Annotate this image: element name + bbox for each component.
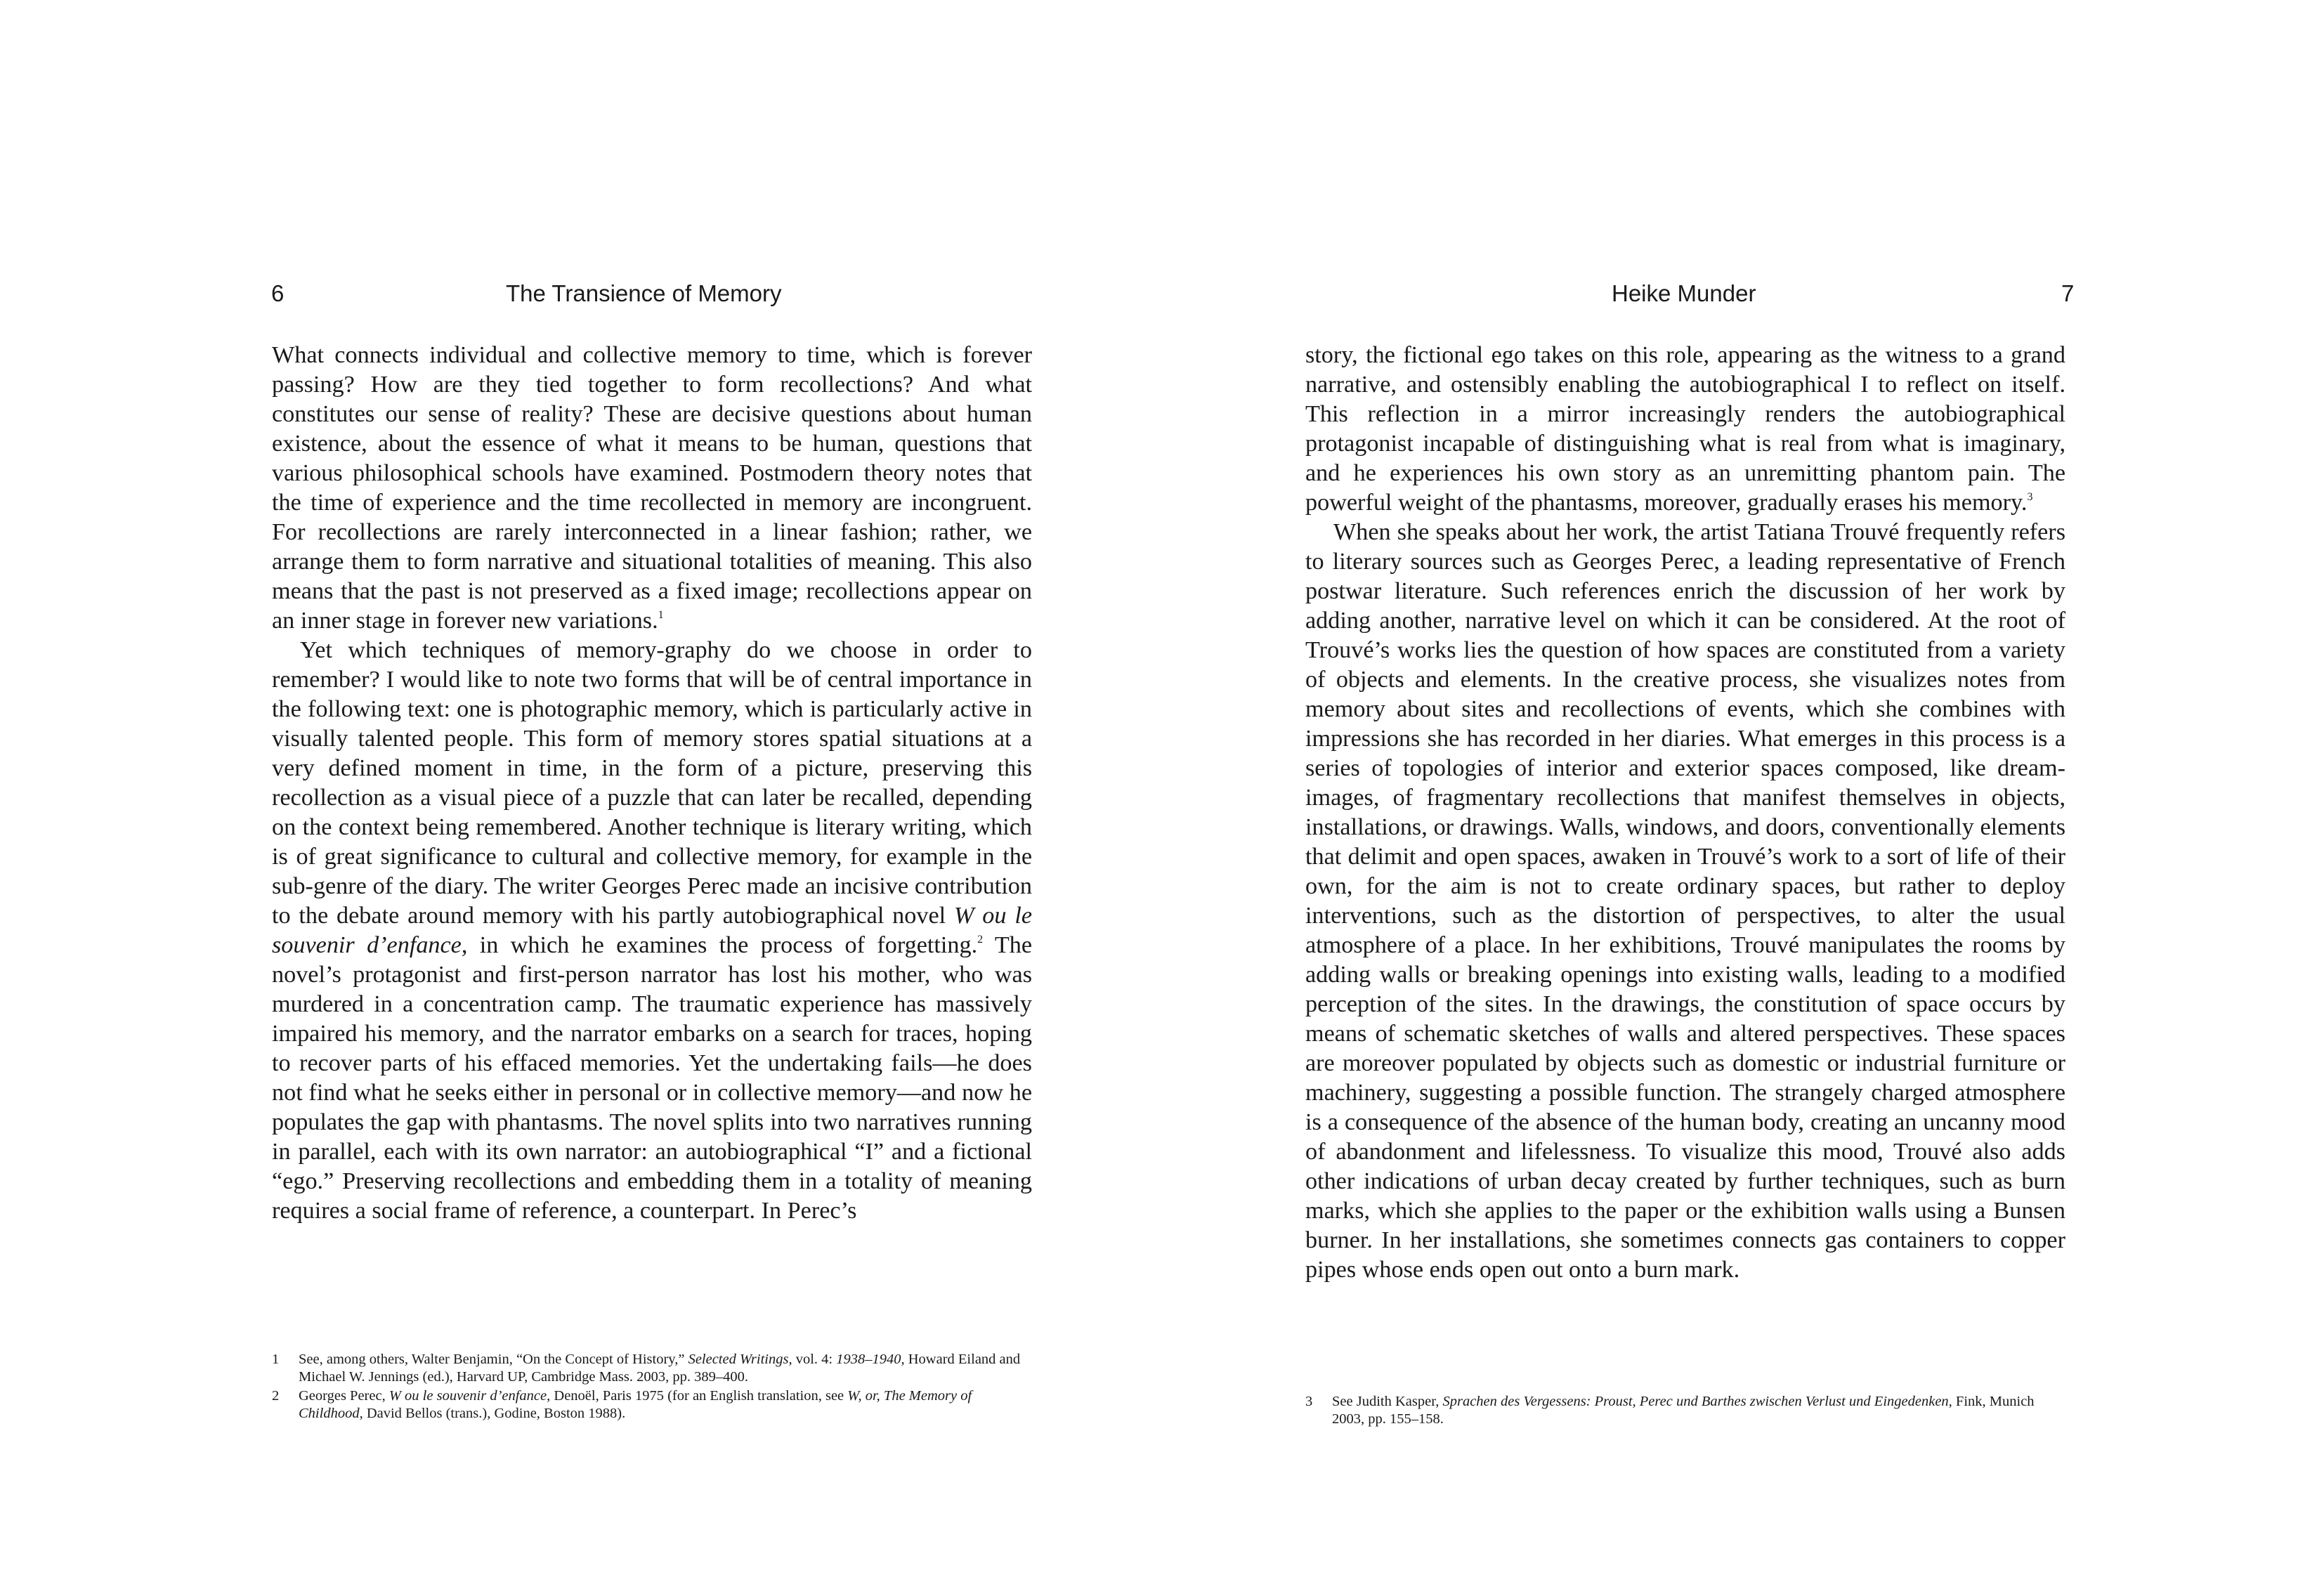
book-title: W ou le souvenir d’enfance	[272, 903, 1032, 958]
paragraph-text: The novel’s protagonist and first-person narrator has lost his mother, who was murdered in a concentration camp. The traumatic experience has massively impaired his memory, and the narrator embarks on a search for traces, hoping to recover parts of his effaced memories. Yet the undertaking fails—he does not find what he seeks either in personal or in collective memory—and now he populates the gap with phantasms. The novel splits into two narratives running in parallel, each with its own narrator: an autobiographical “I” and a fictional “ego.” Preserving recollections and embedding them in a totality of meaning requires a social frame of reference, a counterpart. In Perec’s	[272, 932, 1032, 1224]
page-number: 7	[2061, 280, 2075, 306]
body-text	[272, 341, 1032, 1226]
footnote-text: See Judith Kasper, Sprachen des Vergessens: Proust, Perec und Barthes zwischen Verlust und Eingedenken, Fink, Munich 2003, pp. 155–158.	[1332, 1394, 2035, 1427]
paragraph	[272, 636, 1032, 1226]
footnote-ref[interactable]: 1	[658, 609, 664, 621]
body-text	[1305, 341, 2065, 1285]
paragraph-text: , in which he examines the process of forgetting.	[461, 932, 978, 958]
paragraph-text: What connects individual and collective memory to time, which is forever passing? How are they tied together to form recollections? And what constitutes our sense of reality? These are decisive questions about human existence, about the essence of what it means to be human, questions that various philosophical schools have examined. Postmodern theory notes that the time of experience and the time recollected in memory are incongruent. For recollections are rarely interconnected in a linear fashion; rather, we arrange them to form narrative and situational totalities of meaning. This also means that the past is not preserved as a fixed image; recollections appear on an inner stage in forever new variations.	[272, 342, 1032, 634]
footnote-ref[interactable]: 3	[2027, 491, 2033, 503]
footnote-number: 3	[1305, 1394, 1313, 1409]
paragraph-text: Yet which techniques of memory-graphy do we choose in order to remember? I would like to note two forms that will be of central importance in the following text: one is photographic memory, which is particularly active in visually talented people. This form of memory stores spatial situations at a very defined moment in time, in the form of a picture, preserving this recollection as a visual piece of a puzzle that can later be recalled, depending on the context being remembered. Another technique is literary writing, which is of great significance to cultural and collective memory, for example in the sub-genre of the diary. The writer Georges Perec made an incisive contribution to the debate around memory with his partly autobiographical novel	[272, 637, 1032, 929]
page-number: 6	[271, 280, 285, 306]
footnote	[272, 1387, 1032, 1423]
running-author: Heike Munder	[1612, 280, 1756, 306]
footnote	[1305, 1393, 2065, 1428]
footnote-text: Georges Perec, W ou le souvenir d’enfance, Denoël, Paris 1975 (for an English translation, see W, or, The Memory of Childhood, David Bellos (trans.), Godine, Boston 1988).	[299, 1388, 972, 1421]
footnotes	[272, 1351, 1032, 1424]
paragraph: When she speaks about her work, the artist Tatiana Trouvé frequently refers to literary sources such as Georges Perec, a leading representative of French postwar literature. Such references enrich the discussion of her work by adding another, narrative level on which it can be considered. At the root of Trouvé’s works lies the question of how spaces are constituted from a variety of objects and elements. In the creative process, she visualizes notes from memory about sites and recollections of events, which she combines with impressions she has recorded in her diaries. What emerges in this process is a series of topologies of interior and exterior spaces composed, like dream-images, of fragmentary recollections that manifest themselves in objects, installations, or drawings. Walls, windows, and doors, conventionally elements that delimit and open spaces, awaken in Trouvé’s work to a sort of life of their own, for the aim is not to create ordinary spaces, but rather to deploy interventions, such as the distortion of perspectives, to alter the usual atmosphere of a place. In her exhibitions, Trouvé manipulates the rooms by adding walls or breaking openings into existing walls, leading to a modified perception of the sites. In the drawings, the constitution of space occurs by means of schematic sketches of walls and altered perspectives. These spaces are moreover populated by objects such as domestic or industrial furniture or machinery, suggesting a possible function. The strangely charged atmosphere is a consequence of the absence of the human body, creating an uncanny mood of abandonment and lifelessness. To visualize this mood, Trouvé also adds other indications of urban decay created by further techniques, such as burn marks, which she applies to the paper or the exhibition walls using a Bunsen burner. In her installations, she sometimes connects gas containers to copper pipes whose ends open out onto a burn mark.	[1305, 519, 2065, 1283]
running-title: The Transience of Memory	[506, 280, 782, 306]
footnote	[272, 1351, 1032, 1386]
paragraph-text: story, the fictional ego takes on this role, appearing as the witness to a grand narrative, and ostensibly enabling the autobiographical I to reflect on itself. This reflection in a mirror increasingly renders the autobiographical protagonist incapable of distinguishing what is real from what is imaginary, and he experiences his own story as an unremitting phantom pain. The powerful weight of the phantasms, moreover, gradually erases his memory.	[1305, 342, 2065, 516]
footnote-number: 1	[272, 1352, 280, 1367]
footnote-text: See, among others, Walter Benjamin, “On the Concept of History,” Selected Writings, vol. 4: 1938–1940, Howard Eiland and Michael W. Jennings (ed.), Harvard UP, Cambridge Mass. 2003, pp. 389–400.	[299, 1352, 1021, 1385]
right-page	[1162, 0, 2324, 1582]
footnote-number: 2	[272, 1388, 280, 1404]
paragraph	[1305, 341, 2065, 518]
paragraph	[272, 341, 1032, 636]
footnotes	[1305, 1393, 2065, 1430]
footnote-ref[interactable]: 2	[977, 934, 984, 946]
